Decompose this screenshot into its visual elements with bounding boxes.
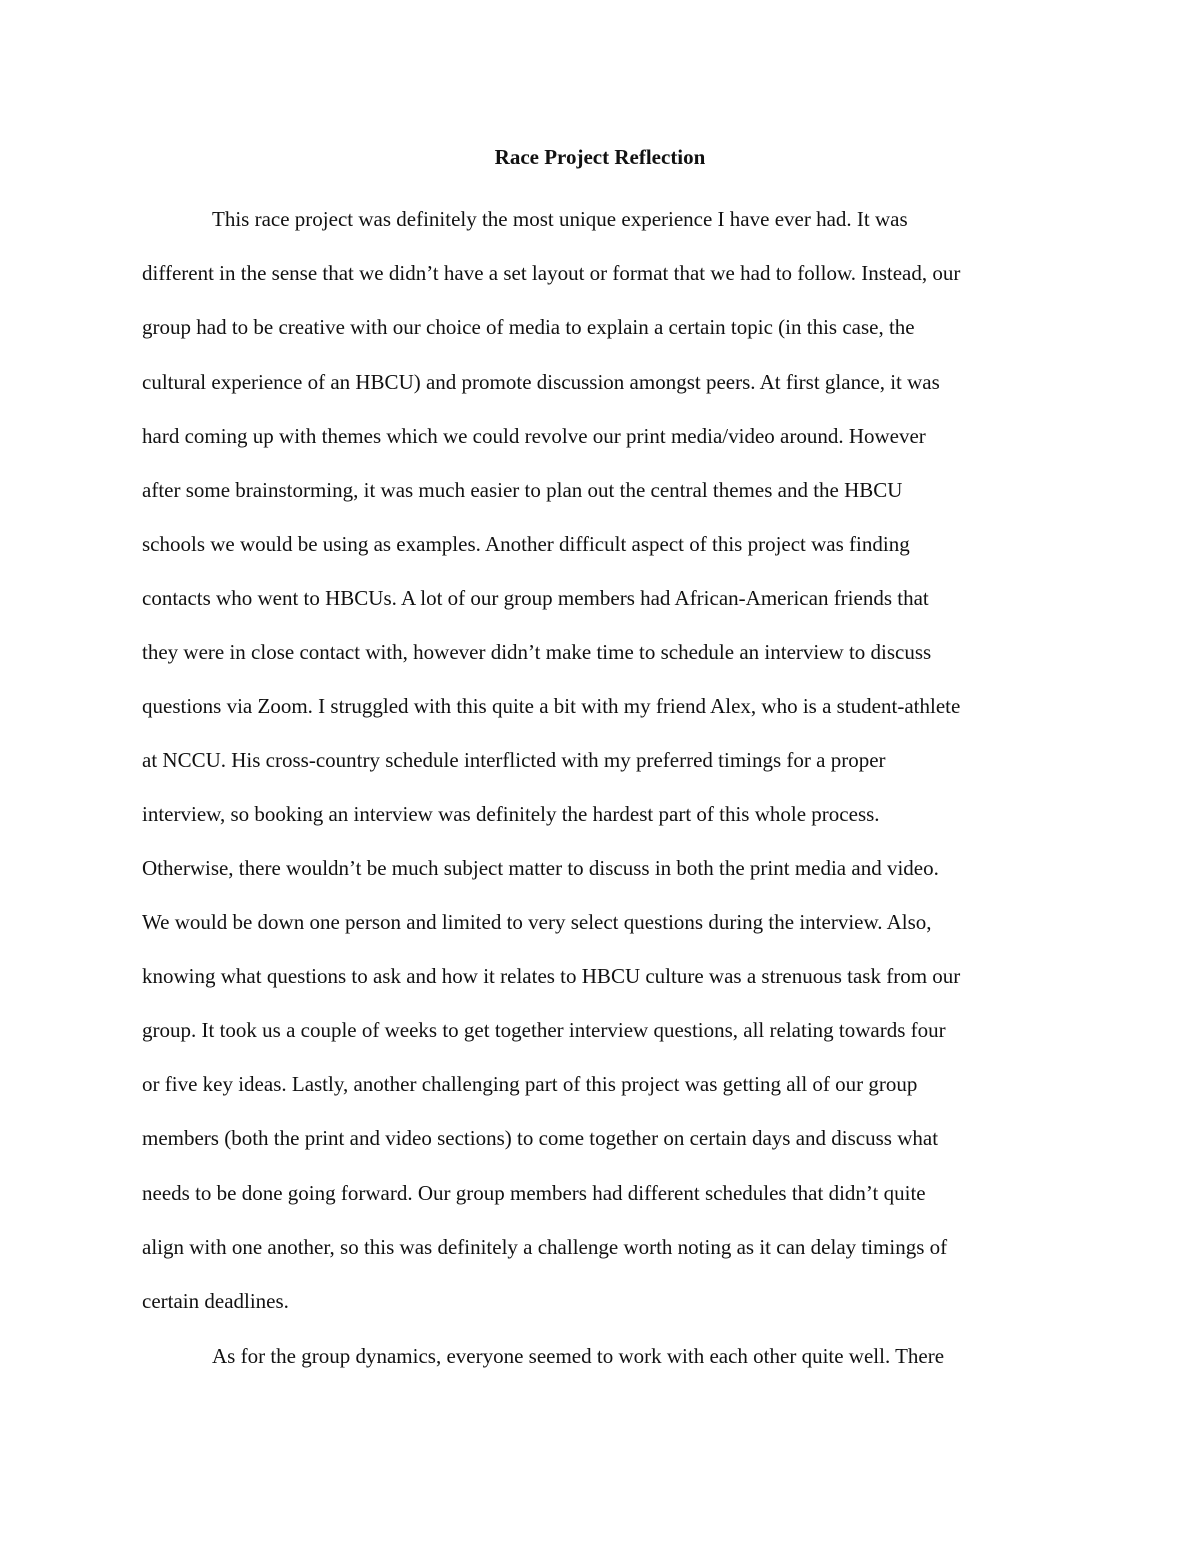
body-line: interview, so booking an interview was definitely the hardest part of this whole process.	[142, 802, 880, 826]
body-line: hard coming up with themes which we could revolve our print media/video around. However	[142, 424, 926, 448]
body-line: certain deadlines.	[142, 1289, 289, 1313]
body-line: members (both the print and video sections) to come together on certain days and discuss what	[142, 1126, 939, 1150]
body-line: cultural experience of an HBCU) and promote discussion amongst peers. At first glance, it was	[142, 370, 940, 394]
body-line: schools we would be using as examples. Another difficult aspect of this project was finding	[142, 532, 910, 556]
body-line: align with one another, so this was definitely a challenge worth noting as it can delay timings of	[142, 1235, 948, 1259]
document-title: Race Project Reflection	[494, 145, 706, 169]
body-line: We would be down one person and limited to very select questions during the interview. Also,	[142, 910, 932, 934]
body-line: Otherwise, there wouldn’t be much subject matter to discuss in both the print media and video.	[142, 856, 939, 880]
body-line: group. It took us a couple of weeks to get together interview questions, all relating towards four	[142, 1018, 946, 1042]
body-line: they were in close contact with, however didn’t make time to schedule an interview to discuss	[142, 640, 932, 664]
body-line: group had to be creative with our choice of media to explain a certain topic (in this case, the	[142, 315, 915, 339]
body-line: needs to be done going forward. Our group members had different schedules that didn’t quite	[142, 1181, 926, 1205]
body-line: contacts who went to HBCUs. A lot of our group members had African-American friends that	[142, 586, 929, 610]
body-line: after some brainstorming, it was much easier to plan out the central themes and the HBCU	[142, 478, 903, 502]
body-line: As for the group dynamics, everyone seemed to work with each other quite well. There	[212, 1344, 945, 1368]
body-line: or five key ideas. Lastly, another challenging part of this project was getting all of our group	[142, 1072, 918, 1096]
body-line: different in the sense that we didn’t have a set layout or format that we had to follow. Instead, our	[142, 261, 961, 285]
body-line: This race project was definitely the most unique experience I have ever had. It was	[212, 207, 908, 231]
body-line: knowing what questions to ask and how it relates to HBCU culture was a strenuous task from our	[142, 964, 961, 988]
body-line: at NCCU. His cross-country schedule interflicted with my preferred timings for a proper	[142, 748, 886, 772]
body-line: questions via Zoom. I struggled with this quite a bit with my friend Alex, who is a student-athlete	[142, 694, 961, 718]
